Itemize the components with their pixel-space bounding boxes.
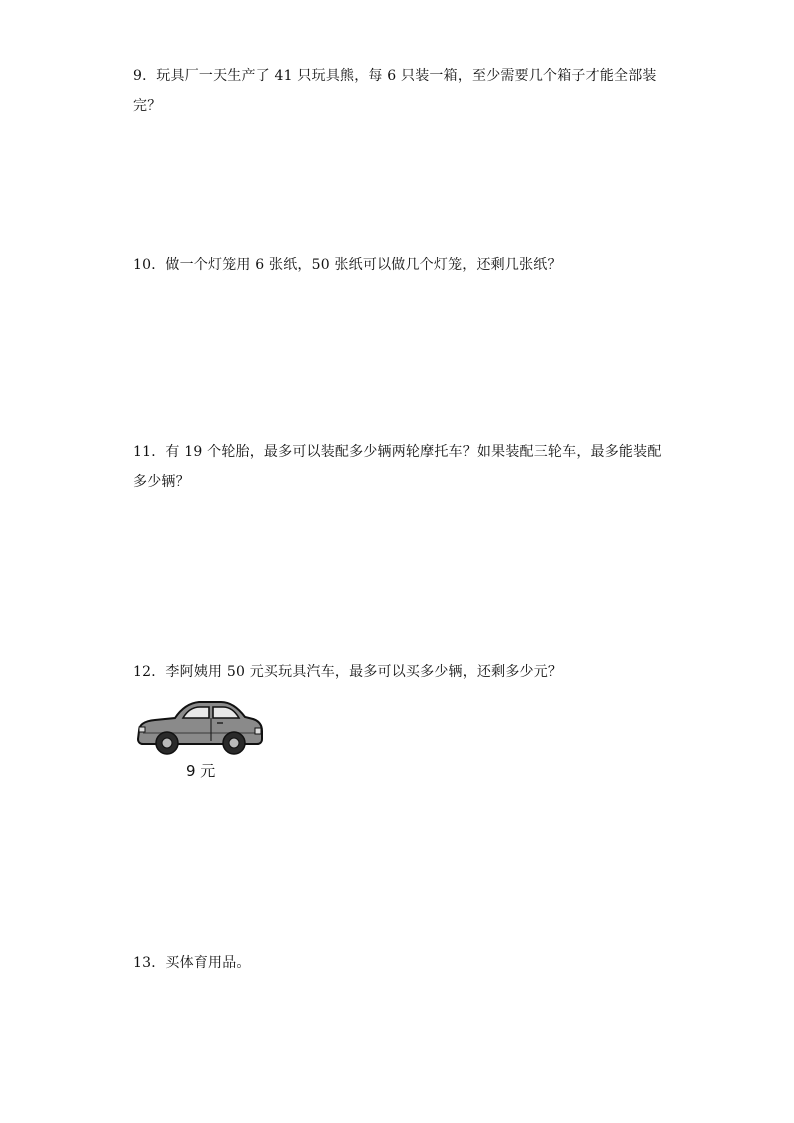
question-13: 13．买体育用品。 <box>133 955 251 971</box>
car-price-label: 9 元 <box>186 762 216 780</box>
question-12: 12．李阿姨用 50 元买玩具汽车，最多可以买多少辆，还剩多少元？ <box>133 664 563 680</box>
question-10: 10．做一个灯笼用 6 张纸，50 张纸可以做几个灯笼，还剩几张纸？ <box>133 257 562 273</box>
question-11: 11．有 19 个轮胎，最多可以装配多少辆两轮摩托车？如果装配三轮车，最多能装配多少辆？ <box>133 444 662 490</box>
question-9: 9．玩具厂一天生产了 41 只玩具熊，每 6 只装一箱，至少需要几个箱子才能全部装完？ <box>133 68 657 114</box>
toy-car-icon <box>133 697 265 757</box>
